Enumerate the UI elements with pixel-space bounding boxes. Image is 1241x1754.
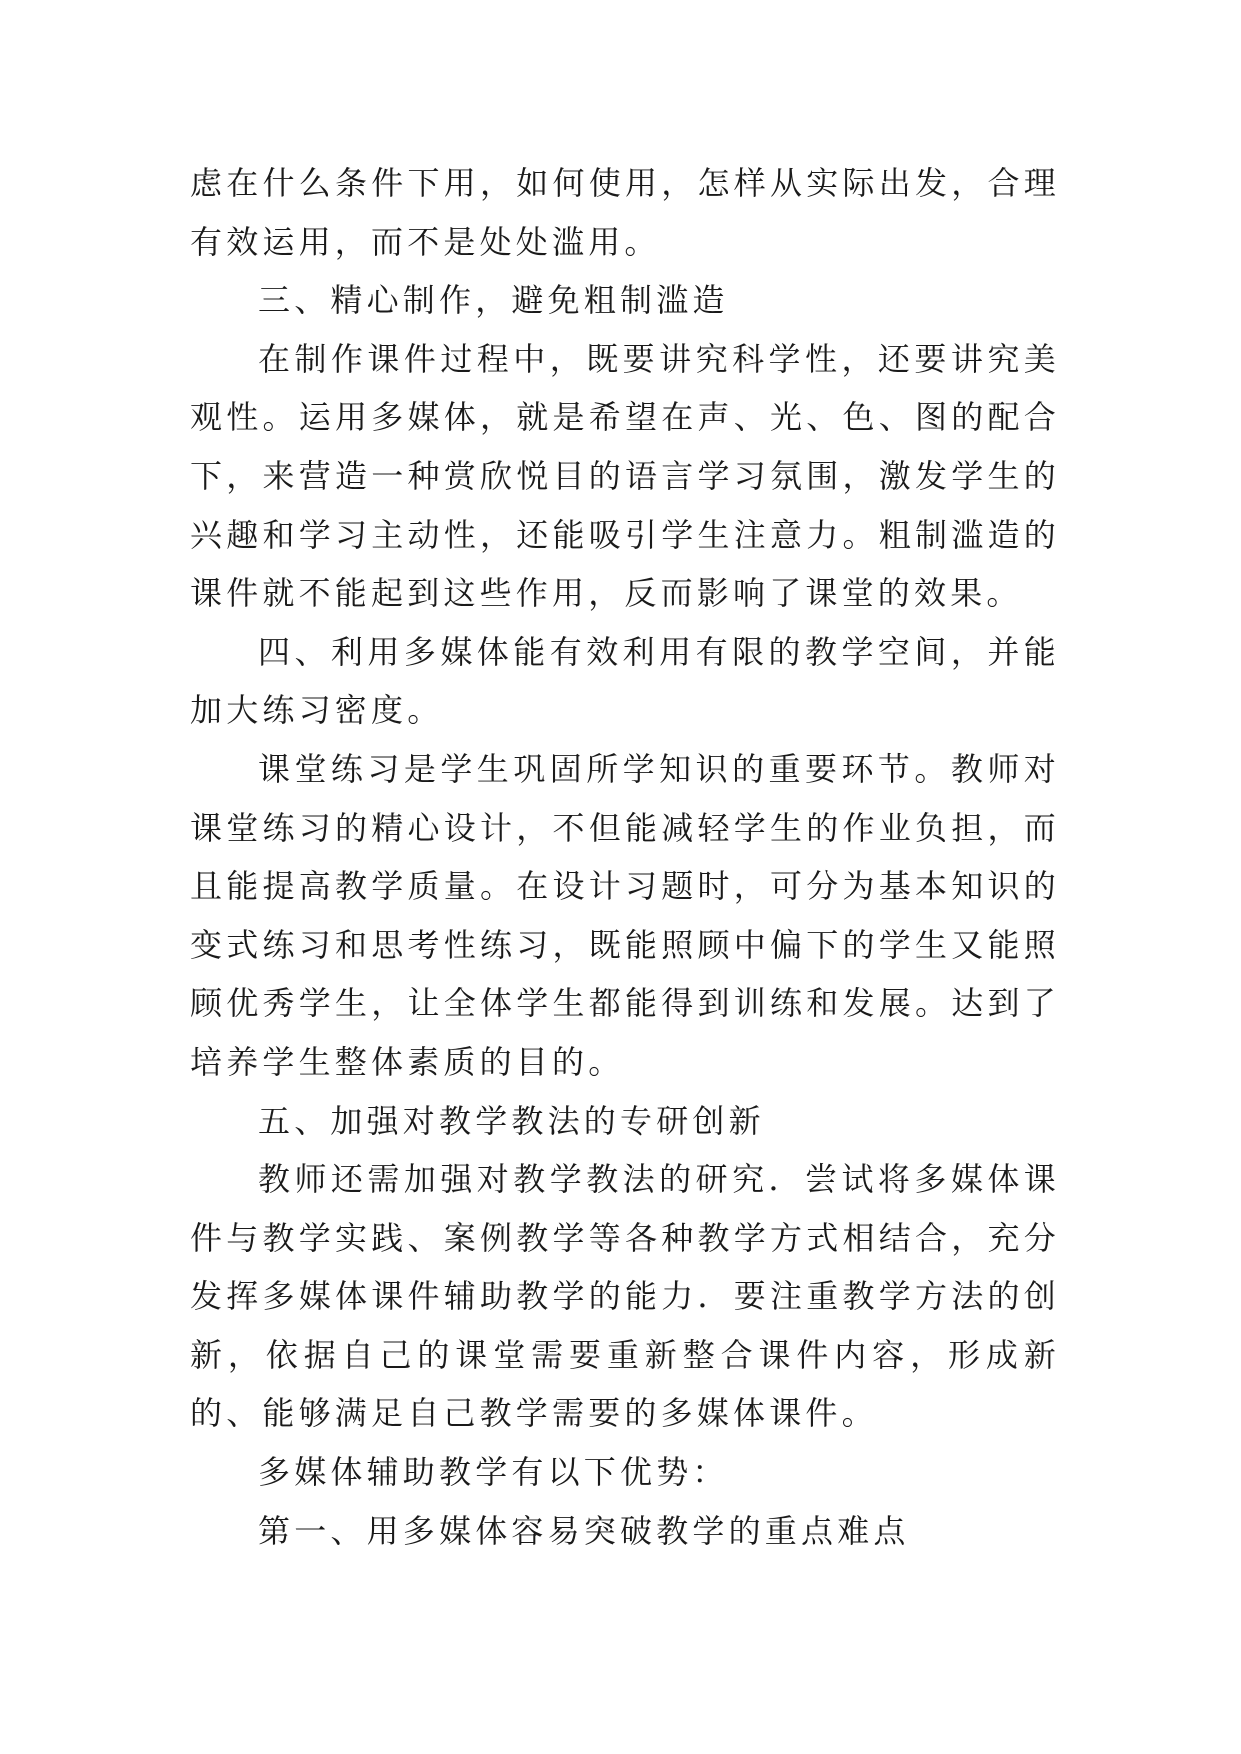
heading-advantage-1: 第一、用多媒体容易突破教学的重点难点 — [258, 1511, 910, 1550]
paragraph-classroom-practice: 课堂练习是学生巩固所学知识的重要环节。教师对课堂练习的精心设计，不但能减轻学生的作业负担，而且能提高教学质量。在设计习题时，可分为基本知识的变式练习和思考性练习，既能照顾中偏下的学生又能照顾优秀学生，让全体学生都能得到训练和发展。达到了培养学生整体素质的目的。 — [190, 749, 1060, 1081]
paragraph-continuation: 虑在什么条件下用，如何使用，怎样从实际出发，合理有效运用，而不是处处滥用。 — [190, 164, 1060, 261]
paragraph-courseware-production: 在制作课件过程中，既要讲究科学性，还要讲究美观性。运用多媒体，就是希望在声、光、色、图的配合下，来营造一种赏欣悦目的语言学习氛围，激发学生的兴趣和学习主动性，还能吸引学生注意力。粗制滥造的课件就不能起到这些作用，反而影响了课堂的效果。 — [190, 339, 1060, 613]
paragraph-advantages-intro: 多媒体辅助教学有以下优势： — [258, 1453, 729, 1492]
document-body — [190, 154, 1060, 1560]
paragraph-teaching-research: 教师还需加强对教学教法的研究．尝试将多媒体课件与教学实践、案例教学等各种教学方式相结合，充分发挥多媒体课件辅助教学的能力．要注重教学方法的创新，依据自己的课堂需要重新整合课件内容，形成新的、能够满足自己教学需要的多媒体课件。 — [190, 1160, 1060, 1433]
heading-section-4: 四、利用多媒体能有效利用有限的教学空间，并能加大练习密度。 — [190, 632, 1060, 730]
heading-section-3: 三、精心制作，避免粗制滥造 — [258, 281, 729, 320]
heading-section-5: 五、加强对教学教法的专研创新 — [258, 1101, 765, 1140]
